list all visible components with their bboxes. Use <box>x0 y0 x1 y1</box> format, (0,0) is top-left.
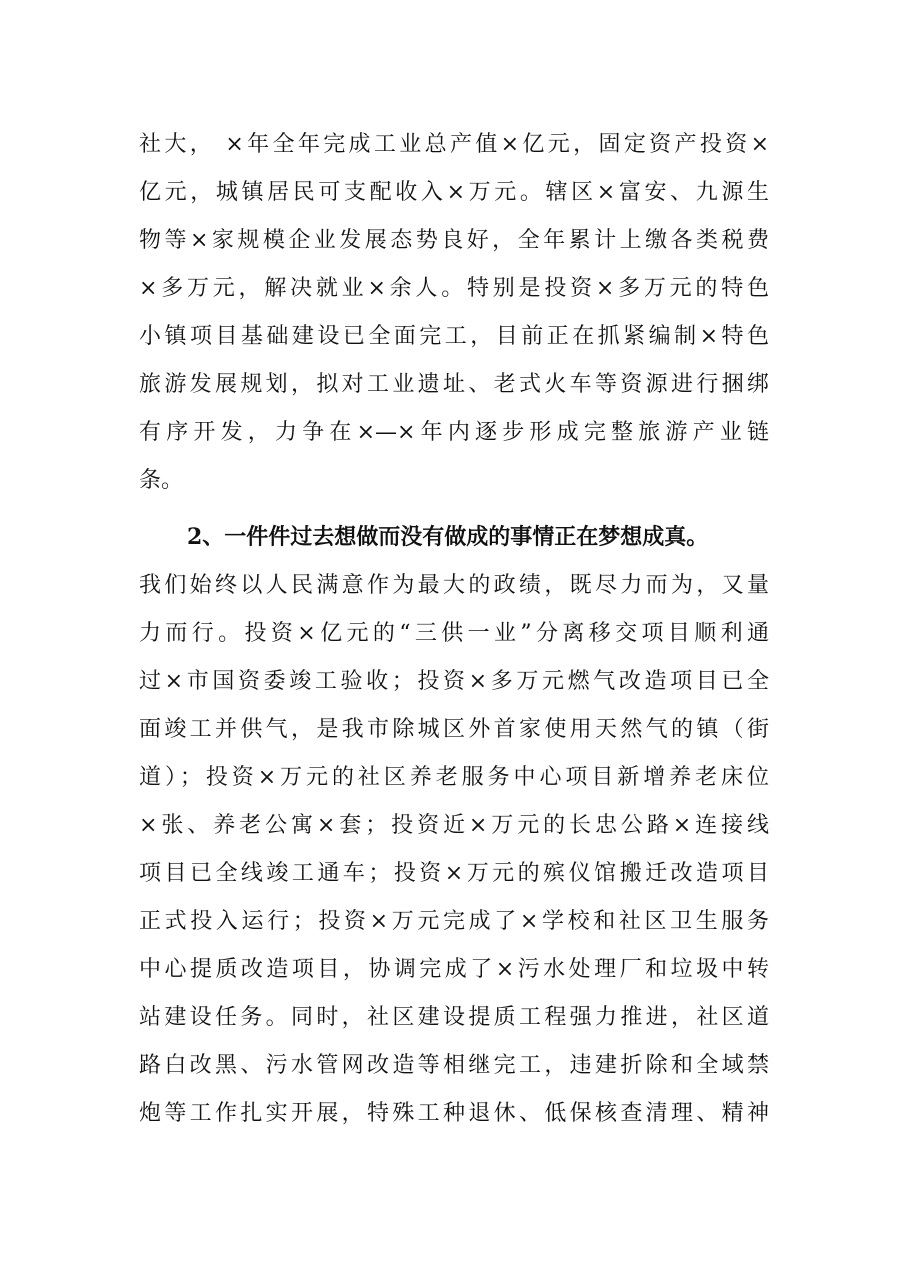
text-line: ×多万元，解决就业×余人。特别是投资×多万元的特色 <box>139 276 769 301</box>
text-line: 社大， ×年全年完成工业总产值×亿元，固定资产投资× <box>139 132 769 157</box>
text-line: 中心提质改造项目，协调完成了×污水处理厂和垃圾中转 <box>139 957 769 982</box>
text-line: 亿元，城镇居民可支配收入×万元。辖区×富安、九源生 <box>139 180 769 205</box>
text-line: 小镇项目基础建设已全面完工，目前正在抓紧编制×特色 <box>139 324 769 349</box>
text-line: 力而行。投资×亿元的“三供一业”分离移交项目顺利通 <box>139 621 769 646</box>
text-line: 过×市国资委竣工验收；投资×多万元燃气改造项目已全 <box>139 669 769 694</box>
text-line: 物等×家规模企业发展态势良好，全年累计上缴各类税费 <box>139 228 769 253</box>
text-line: 路白改黑、污水管网改造等相继完工，违建折除和全域禁 <box>139 1053 769 1078</box>
text-line: 正式投入运行；投资×万元完成了×学校和社区卫生服务 <box>139 909 769 934</box>
text-line: 炮等工作扎实开展，特殊工种退休、低保核查清理、精神 <box>139 1101 769 1126</box>
text-line: 我们始终以人民满意作为最大的政绩，既尽力而为，又量 <box>139 573 769 598</box>
text-line: 条。 <box>139 468 184 493</box>
section-heading: 2、一件件过去想做而没有做成的事情正在梦想成真。 <box>187 524 709 550</box>
text-line: 站建设任务。同时，社区建设提质工程强力推进，社区道 <box>139 1005 769 1030</box>
text-line: 道）；投资×万元的社区养老服务中心项目新增养老床位 <box>139 765 769 790</box>
text-line: 面竣工并供气，是我市除城区外首家使用天然气的镇（街 <box>139 717 769 742</box>
text-line: 旅游发展规划，拟对工业遗址、老式火车等资源进行捆绑 <box>139 372 769 397</box>
text-line: 有序开发，力争在×—×年内逐步形成完整旅游产业链 <box>139 420 769 445</box>
text-line: 项目已全线竣工通车；投资×万元的殡仪馆搬迁改造项目 <box>139 861 769 886</box>
text-line: ×张、养老公寓×套；投资近×万元的长忠公路×连接线 <box>139 813 769 838</box>
